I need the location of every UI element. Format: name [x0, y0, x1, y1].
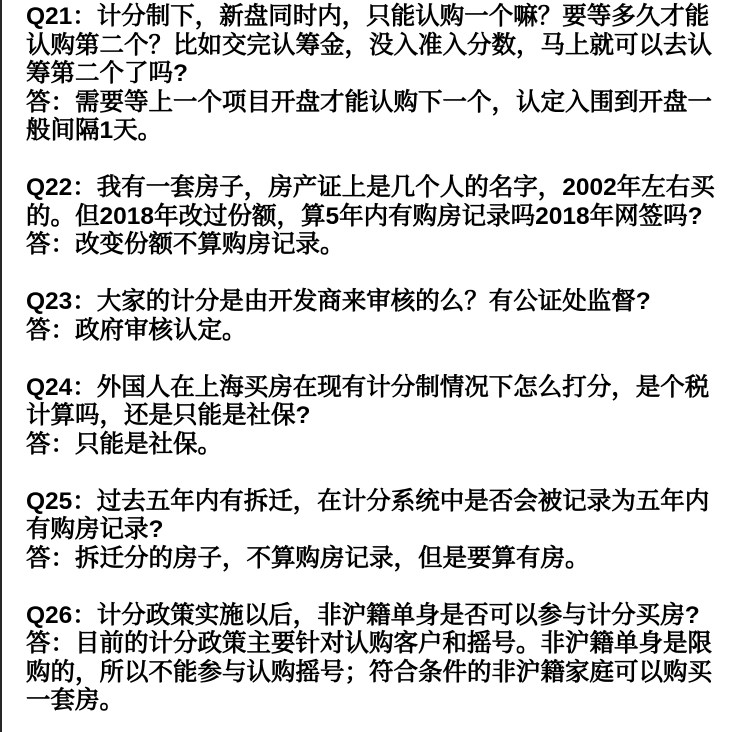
qa-answer-q22: 答：改变份额不算购房记录。 [26, 231, 345, 258]
qa-answer-q21: 答：需要等上一个项目开盘才能认购下一个，认定入围到开盘一般间隔1天。 [26, 88, 712, 144]
qa-answer-q26: 答：目前的计分政策主要针对认购客户和摇号。非沪籍单身是限购的，所以不能参与认购摇号；符合条件的非沪籍家庭可以购买一套房。 [26, 630, 712, 714]
qa-answer-q23: 答：政府审核认定。 [26, 316, 247, 344]
qa-question-q24: Q24：外国人在上海买房在现有计分制情况下怎么打分，是个税计算吗，还是只能是社保? [26, 373, 710, 429]
qa-question-q21: Q21：计分制下，新盘同时内，只能认购一个嘛？要等多久才能认购第二个？比如交完认筹金，没入准入分数，马上就可以去认筹第二个了吗? [26, 3, 712, 87]
qa-item-q24 [26, 374, 715, 460]
qa-answer-q24: 答：只能是社保。 [26, 430, 222, 458]
qa-question-q26: Q26：计分政策实施以后，非沪籍单身是否可以参与计分买房? [26, 601, 700, 629]
qa-item-q25 [26, 488, 715, 574]
qa-question-q25: Q25：过去五年内有拆迁，在计分系统中是否会被记录为五年内有购房记录? [26, 487, 710, 543]
qa-item-q21 [26, 3, 715, 146]
qa-question-q23: Q23：大家的计分是由开发商来审核的么？有公证处监督? [26, 288, 651, 315]
qa-question-q22: Q22：我有一套房子，房产证上是几个人的名字，2002年左右买的。但2018年改过份额，算5年内有购房记录吗2018年网签吗? [26, 174, 715, 230]
qa-item-q23 [26, 288, 715, 345]
left-edge-artifact [0, 0, 2, 732]
qa-item-q26 [26, 602, 715, 716]
qa-item-q22 [26, 174, 715, 260]
qa-answer-q25: 答：拆迁分的房子，不算购房记录，但是要算有房。 [26, 544, 590, 572]
qa-document [26, 3, 715, 716]
